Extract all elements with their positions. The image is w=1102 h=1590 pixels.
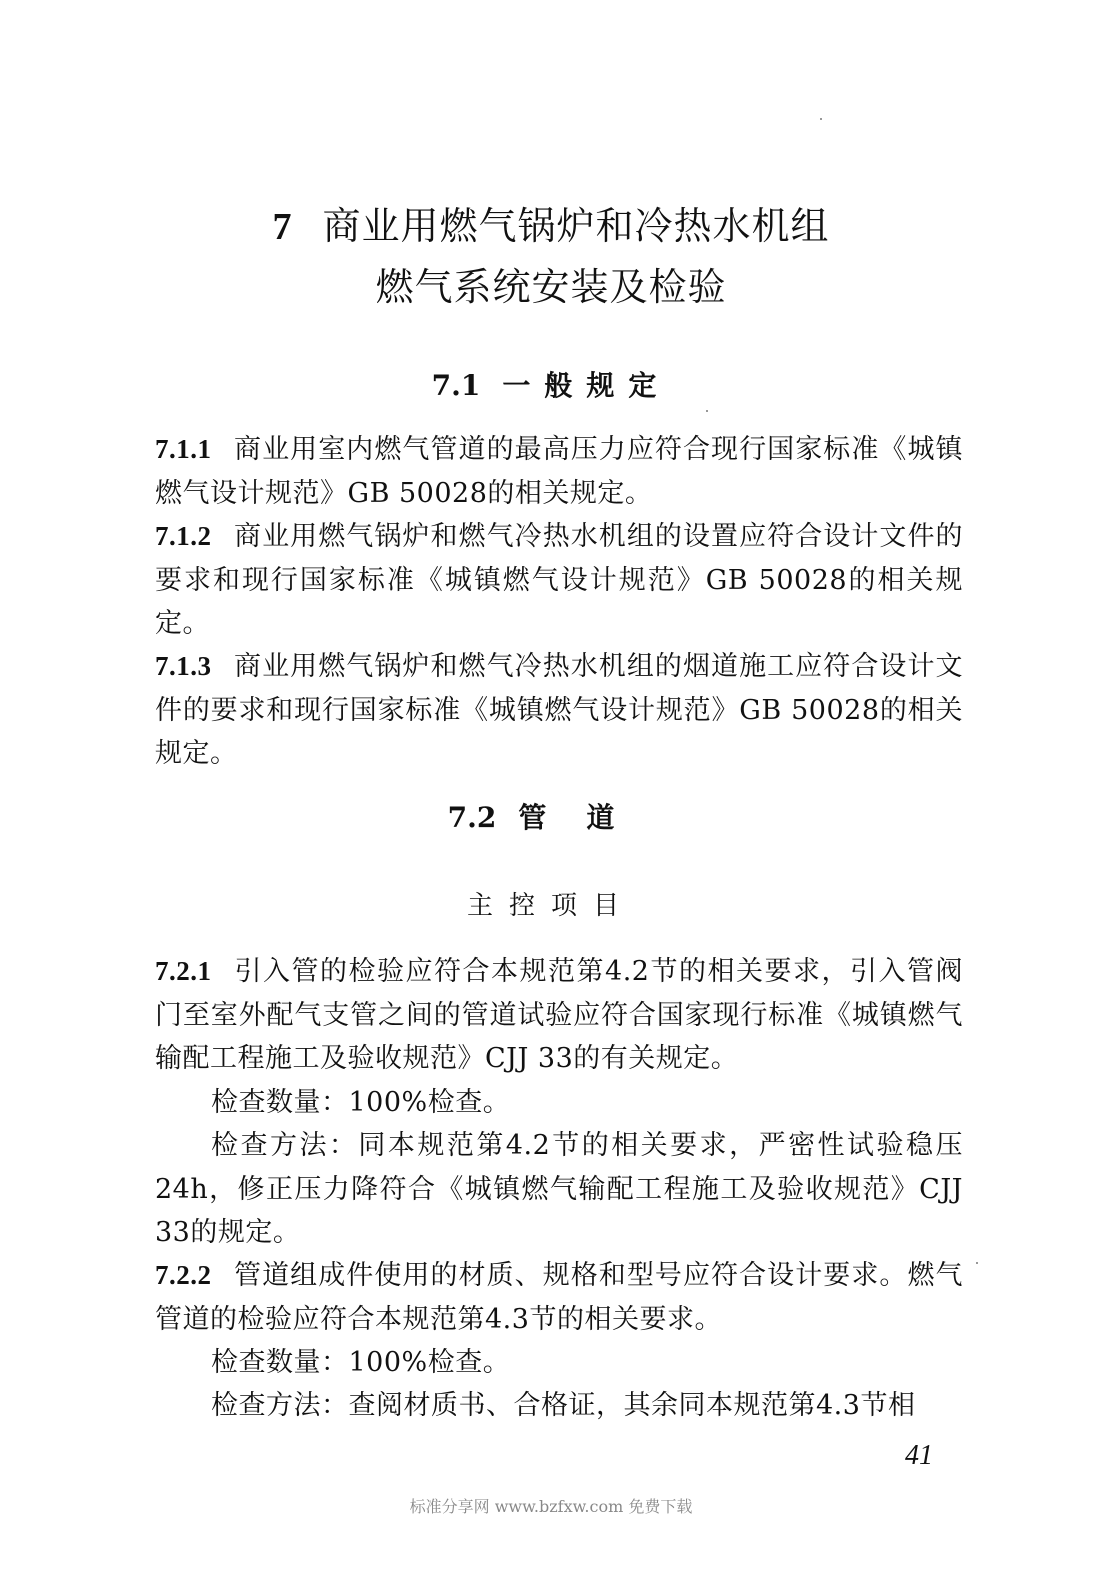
- section-number: 7.1: [431, 369, 481, 402]
- clause-number: 7.1.1: [155, 434, 212, 464]
- scan-speck: [820, 118, 822, 120]
- clause-7-2-1: [155, 950, 963, 1081]
- inspection-method: 检查方法：同本规范第4.2节的相关要求，严密性试验稳压24h，修正压力降符合《城镇燃气输配工程施工及验收规范》CJJ 33的规定。: [155, 1130, 963, 1248]
- clause-number: 7.1.2: [155, 521, 212, 551]
- section-heading-7-1: [0, 366, 1102, 406]
- page-number: 41: [905, 1440, 933, 1471]
- clause-text: 商业用室内燃气管道的最高压力应符合现行国家标准《城镇燃气设计规范》GB 50028的相关规定。: [155, 434, 963, 509]
- clause-7-1-1: [155, 428, 963, 515]
- section-number: 7.2: [447, 801, 497, 834]
- chapter-number: 7: [272, 206, 293, 248]
- clause-text: 引入管的检验应符合本规范第4.2节的相关要求，引入管阀门至室外配气支管之间的管道试验应符合国家现行标准《城镇燃气输配工程施工及验收规范》CJJ 33的有关规定。: [155, 956, 963, 1074]
- subheading-main-control-items: 主控项目: [466, 891, 635, 921]
- clause-text: 管道组成件使用的材质、规格和型号应符合设计要求。燃气管道的检验应符合本规范第4.3节的相关要求。: [155, 1260, 963, 1335]
- clause-text: 商业用燃气锅炉和燃气冷热水机组的烟道施工应符合设计文件的要求和现行国家标准《城镇燃气设计规范》GB 50028的相关规定。: [155, 651, 963, 769]
- watermark-footer: 标准分享网 www.bzfxw.com 免费下载: [409, 1497, 693, 1516]
- scan-speck: [706, 410, 708, 412]
- clause-7-1-2: [155, 515, 963, 646]
- inspection-quantity: 检查数量：100%检查。: [211, 1087, 511, 1118]
- section-heading-7-2: [0, 798, 1102, 838]
- section-title: 一般规定: [502, 369, 671, 402]
- chapter-title-line2: 燃气系统安装及检验: [375, 265, 727, 309]
- section-title: 管道: [518, 801, 655, 834]
- clause-7-2-2: [155, 1254, 963, 1341]
- clause-number: 7.2.1: [155, 956, 212, 986]
- inspection-method: 检查方法：查阅材质书、合格证，其余同本规范第4.3节相: [211, 1390, 916, 1421]
- chapter-title-line1: 商业用燃气锅炉和冷热水机组: [322, 204, 830, 248]
- clause-number: 7.1.3: [155, 651, 212, 681]
- clause-7-1-3: [155, 645, 963, 776]
- inspection-quantity: 检查数量：100%检查。: [211, 1347, 511, 1378]
- scan-speck: [976, 1262, 978, 1264]
- clause-text: 商业用燃气锅炉和燃气冷热水机组的设置应符合设计文件的要求和现行国家标准《城镇燃气设计规范》GB 50028的相关规定。: [155, 521, 963, 639]
- clause-number: 7.2.2: [155, 1260, 212, 1290]
- chapter-title: [0, 196, 1102, 317]
